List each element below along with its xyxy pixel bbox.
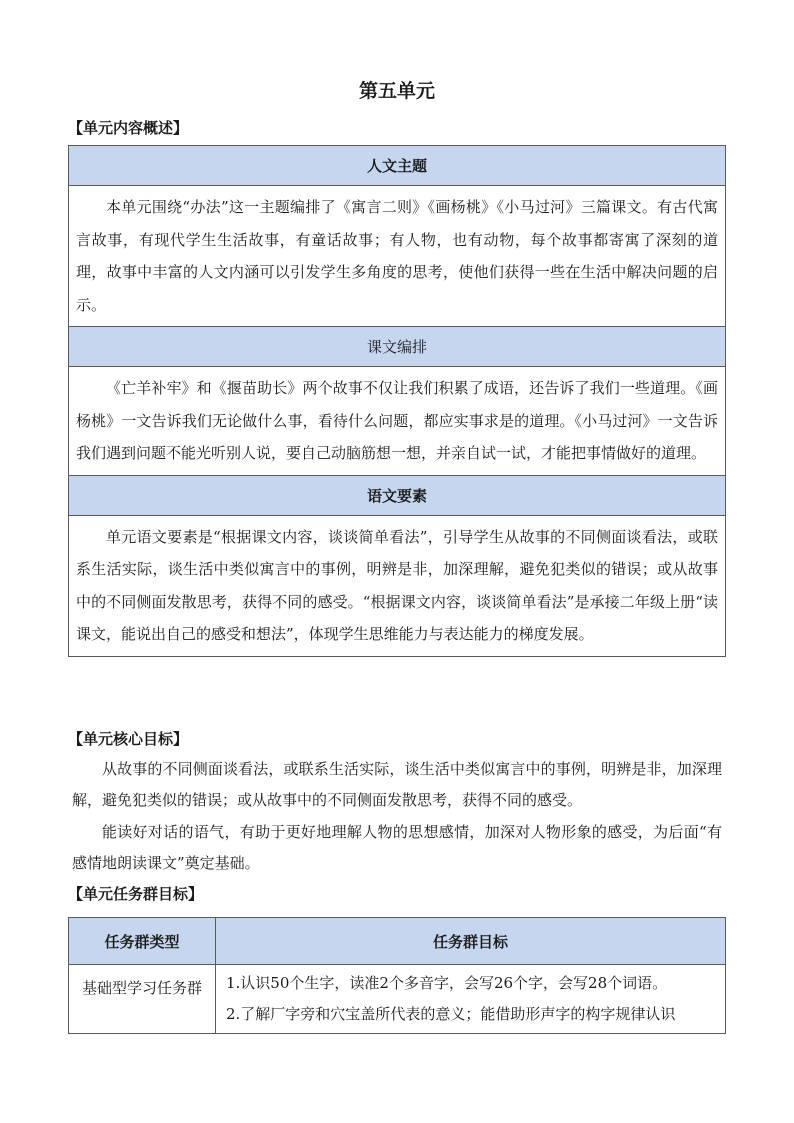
core-goal-paragraph: 能读好对话的语气，有助于更好地理解人物的思想感情，加深对人物形象的感受，为后面“有感情地朗读课文”奠定基础。 [72,823,722,872]
humanities-header: 人文主题 [69,146,726,186]
texts-header: 课文编排 [69,327,726,367]
elements-header: 语文要素 [69,475,726,515]
table-row [69,965,726,1034]
task-goal-item: 1.认识50个生字，读准2个多音字，会写26个字，会写28个词语。 [226,974,668,992]
col-header-goals: 任务群目标 [216,918,726,965]
task-goal-item: 2.了解厂字旁和穴宝盖所代表的意义；能借助形声字的构字规律认识 [226,1005,676,1023]
elements-text: 单元语文要素是“根据课文内容，谈谈简单看法”，引导学生从故事的不同侧面谈看法，或联系生活实际，谈生活中类似寓言中的事例，明辨是非，加深理解，避免犯类似的错误；或从故事中的不同侧面发散思考，获得不同的感受。“根据课文内容，谈谈简单看法”是承接二年级上册“读课文，能说出自己的感受和想法”，体现学生思维能力与表达能力的梯度发展。 [76,527,718,643]
section-heading-task-groups: 【单元任务群目标】 [68,885,204,903]
page-title: 第五单元 [358,80,435,102]
task-type-cell: 基础型学习任务群 [69,965,216,1034]
elements-cell [69,515,726,656]
task-goals-cell [216,965,726,1034]
texts-text: 《亡羊补牢》和《揠苗助长》两个故事不仅让我们积累了成语，还告诉了我们一些道理。《画杨桃》一文告诉我们无论做什么事，看待什么问题，都应实事求是的道理。《小马过河》一文告诉我们遇到问题不能光听别人说，要自己动脑筋想一想，并亲自试一试，才能把事情做好的道理。 [76,379,718,462]
overview-table [68,145,726,657]
section-heading-overview: 【单元内容概述】 [68,119,189,137]
humanities-text: 本单元围绕“办法”这一主题编排了《寓言二则》《画杨桃》《小马过河》三篇课文。有古代寓言故事，有现代学生生活故事，有童话故事；有人物，也有动物，每个故事都寄寓了深刻的道理，故事中丰富的人文内涵可以引发学生多角度的思考，使他们获得一些在生活中解决问题的启示。 [76,198,718,314]
core-goal-paragraph: 从故事的不同侧面谈看法，或联系生活实际，谈生活中类似寓言中的事例，明辨是非，加深理解，避免犯类似的错误；或从故事中的不同侧面发散思考，获得不同的感受。 [72,760,722,809]
section-heading-core-goals: 【单元核心目标】 [68,730,189,748]
task-group-table [68,917,726,1034]
humanities-cell [69,186,726,327]
col-header-type: 任务群类型 [69,918,216,965]
texts-cell [69,367,726,476]
